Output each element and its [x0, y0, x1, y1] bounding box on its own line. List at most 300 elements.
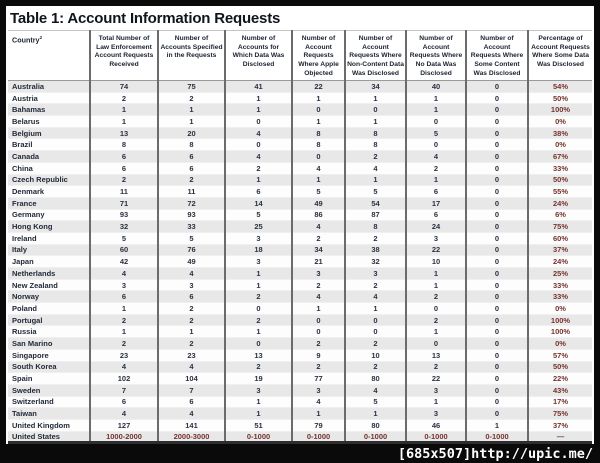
value-cell: 4 — [345, 162, 406, 174]
country-cell: China — [12, 163, 33, 173]
value-cell: 72 — [158, 197, 225, 209]
table-row — [8, 81, 592, 93]
country-cell: Singapore — [12, 350, 49, 360]
value-cell: 0 — [466, 162, 528, 174]
value-cell: 2 — [90, 338, 158, 350]
value-cell: 0-1000 — [466, 431, 528, 443]
value-cell: 0 — [225, 116, 292, 128]
value-cell: 0-1000 — [345, 431, 406, 443]
table-row — [8, 151, 592, 163]
value-cell: 3 — [225, 232, 292, 244]
value-cell: 0 — [466, 127, 528, 139]
value-cell: 77 — [292, 373, 345, 385]
value-cell: 37% — [528, 244, 592, 256]
value-cell: 1 — [292, 116, 345, 128]
country-cell: Austria — [12, 93, 38, 103]
table-row — [8, 419, 592, 431]
value-cell: 49 — [292, 197, 345, 209]
value-cell: 32 — [345, 256, 406, 268]
value-cell: 1 — [292, 408, 345, 420]
value-cell: 0 — [292, 326, 345, 338]
value-cell: 50% — [528, 174, 592, 186]
value-cell: 6 — [158, 162, 225, 174]
value-cell: 0 — [466, 244, 528, 256]
country-cell: Netherlands — [12, 268, 56, 278]
table-row — [8, 431, 592, 443]
value-cell: 11 — [158, 186, 225, 198]
value-cell: 60% — [528, 232, 592, 244]
value-cell: 22 — [406, 244, 466, 256]
value-cell: 0% — [528, 303, 592, 315]
value-cell: 2 — [406, 361, 466, 373]
value-cell: 24% — [528, 197, 592, 209]
value-cell: 57% — [528, 349, 592, 361]
value-cell: 5 — [406, 127, 466, 139]
value-cell: 4 — [292, 162, 345, 174]
value-cell: 0 — [466, 139, 528, 151]
value-cell: 37% — [528, 419, 592, 431]
value-cell: 2 — [158, 174, 225, 186]
value-cell: 75% — [528, 221, 592, 233]
value-cell: 1 — [158, 326, 225, 338]
value-cell: 9 — [292, 349, 345, 361]
value-cell: 1 — [90, 104, 158, 116]
value-cell: 6 — [90, 291, 158, 303]
value-cell: 2 — [90, 92, 158, 104]
value-cell: 93 — [90, 209, 158, 221]
value-cell: 2 — [292, 232, 345, 244]
value-cell: 54 — [345, 197, 406, 209]
value-cell: 1 — [225, 174, 292, 186]
value-cell: 33 — [158, 221, 225, 233]
country-cell: Portugal — [12, 315, 43, 325]
value-cell: 33% — [528, 279, 592, 291]
table-row — [8, 326, 592, 338]
country-cell: Brazil — [12, 140, 33, 150]
value-cell: 2 — [225, 314, 292, 326]
value-cell: 5 — [158, 232, 225, 244]
value-cell: 0 — [466, 408, 528, 420]
value-cell: 1 — [345, 303, 406, 315]
table-row — [8, 127, 592, 139]
table-row — [8, 349, 592, 361]
country-cell: Sweden — [12, 385, 41, 395]
country-cell: Australia — [12, 81, 45, 91]
value-cell: 0 — [466, 349, 528, 361]
value-cell: 1 — [158, 116, 225, 128]
value-cell: 4 — [158, 361, 225, 373]
table-row — [8, 209, 592, 221]
value-cell: 0 — [225, 303, 292, 315]
value-cell: 6 — [158, 291, 225, 303]
table-row — [8, 314, 592, 326]
value-cell: 25 — [225, 221, 292, 233]
column-header: Number of Account Requests Where Apple Objected — [292, 31, 345, 81]
value-cell: 86 — [292, 209, 345, 221]
country-cell: New Zealand — [12, 280, 58, 290]
value-cell: 21 — [292, 256, 345, 268]
watermark-text: [685x507]http://upic.me/ — [397, 446, 593, 462]
value-cell: 2 — [158, 338, 225, 350]
country-cell: United States — [12, 431, 60, 441]
value-cell: 19 — [225, 373, 292, 385]
value-cell: 0 — [466, 92, 528, 104]
value-cell: 38% — [528, 127, 592, 139]
value-cell: 8 — [345, 221, 406, 233]
table-row — [8, 256, 592, 268]
value-cell: 1 — [292, 303, 345, 315]
value-cell: 7 — [90, 384, 158, 396]
value-cell: 0-1000 — [292, 431, 345, 443]
value-cell: 55% — [528, 186, 592, 198]
value-cell: 1 — [345, 408, 406, 420]
value-cell: 1 — [225, 268, 292, 280]
value-cell: 2 — [292, 338, 345, 350]
value-cell: 50% — [528, 92, 592, 104]
value-cell: 1 — [345, 116, 406, 128]
value-cell: 0% — [528, 116, 592, 128]
country-cell: Italy — [12, 245, 28, 255]
value-cell: 0 — [345, 104, 406, 116]
value-cell: 34 — [345, 81, 406, 93]
value-cell: 8 — [158, 139, 225, 151]
value-cell: 6 — [90, 162, 158, 174]
value-cell: 74 — [90, 81, 158, 93]
value-cell: 46 — [406, 419, 466, 431]
country-cell: Belarus — [12, 116, 40, 126]
value-cell: 1 — [225, 104, 292, 116]
value-cell: 1 — [345, 92, 406, 104]
value-cell: 71 — [90, 197, 158, 209]
value-cell: 6 — [90, 396, 158, 408]
value-cell: 5 — [90, 232, 158, 244]
value-cell: 11 — [90, 186, 158, 198]
value-cell: 49 — [158, 256, 225, 268]
table-row — [8, 408, 592, 420]
value-cell: 1 — [466, 419, 528, 431]
value-cell: 13 — [406, 349, 466, 361]
value-cell: 5 — [292, 186, 345, 198]
value-cell: 2 — [345, 232, 406, 244]
value-cell: 75% — [528, 408, 592, 420]
country-cell: South Korea — [12, 362, 57, 372]
value-cell: 0 — [466, 373, 528, 385]
value-cell: 8 — [345, 127, 406, 139]
country-cell: Poland — [12, 303, 38, 313]
value-cell: 2 — [406, 314, 466, 326]
country-cell: Germany — [12, 210, 45, 220]
value-cell: 8 — [90, 139, 158, 151]
value-cell: 0 — [466, 361, 528, 373]
value-cell: 104 — [158, 373, 225, 385]
value-cell: 0-1000 — [406, 431, 466, 443]
value-cell: 2 — [225, 291, 292, 303]
value-cell: 1 — [406, 279, 466, 291]
table-row — [8, 361, 592, 373]
value-cell: 100% — [528, 104, 592, 116]
country-cell: Norway — [12, 292, 40, 302]
value-cell: 24 — [406, 221, 466, 233]
value-cell: 3 — [406, 232, 466, 244]
value-cell: 4 — [158, 408, 225, 420]
value-cell: 42 — [90, 256, 158, 268]
table-row — [8, 291, 592, 303]
value-cell: 87 — [345, 209, 406, 221]
value-cell: 79 — [292, 419, 345, 431]
value-cell: 18 — [225, 244, 292, 256]
value-cell: 10 — [406, 256, 466, 268]
value-cell: 51 — [225, 419, 292, 431]
country-cell: Taiwan — [12, 409, 37, 419]
value-cell: 40 — [406, 81, 466, 93]
value-cell: 0% — [528, 338, 592, 350]
column-header: Number of Account Requests Where No Data Was Disclosed — [406, 31, 466, 81]
value-cell: 0 — [345, 314, 406, 326]
value-cell: 6 — [225, 186, 292, 198]
value-cell: 0 — [466, 151, 528, 163]
value-cell: — — [528, 431, 592, 443]
value-cell: 1 — [225, 92, 292, 104]
value-cell: 1 — [292, 174, 345, 186]
value-cell: 80 — [345, 373, 406, 385]
value-cell: 0 — [345, 326, 406, 338]
value-cell: 2 — [158, 303, 225, 315]
value-cell: 0 — [466, 256, 528, 268]
country-cell: San Marino — [12, 338, 53, 348]
value-cell: 0 — [466, 209, 528, 221]
table-row — [8, 338, 592, 350]
value-cell: 1 — [225, 396, 292, 408]
value-cell: 32 — [90, 221, 158, 233]
table-row — [8, 92, 592, 104]
country-cell: Denmark — [12, 187, 45, 197]
value-cell: 1000-2000 — [90, 431, 158, 443]
value-cell: 0 — [466, 221, 528, 233]
value-cell: 0 — [292, 314, 345, 326]
value-cell: 23 — [158, 349, 225, 361]
value-cell: 3 — [225, 256, 292, 268]
value-cell: 1 — [90, 303, 158, 315]
value-cell: 141 — [158, 419, 225, 431]
value-cell: 0 — [406, 139, 466, 151]
value-cell: 0 — [466, 268, 528, 280]
value-cell: 7 — [158, 384, 225, 396]
value-cell: 0 — [292, 104, 345, 116]
country-cell: Belgium — [12, 128, 42, 138]
table-title: Table 1: Account Information Requests — [10, 10, 281, 27]
country-cell: Canada — [12, 151, 40, 161]
value-cell: 0 — [466, 186, 528, 198]
value-cell: 5 — [225, 209, 292, 221]
value-cell: 80 — [345, 419, 406, 431]
value-cell: 0 — [466, 232, 528, 244]
value-cell: 102 — [90, 373, 158, 385]
value-cell: 33% — [528, 162, 592, 174]
table-row — [8, 197, 592, 209]
value-cell: 100% — [528, 326, 592, 338]
country-cell: Russia — [12, 327, 37, 337]
value-cell: 0 — [225, 139, 292, 151]
value-cell: 14 — [225, 197, 292, 209]
value-cell: 75 — [158, 81, 225, 93]
country-cell: Czech Republic — [12, 175, 68, 185]
value-cell: 17% — [528, 396, 592, 408]
value-cell: 3 — [292, 268, 345, 280]
table-row — [8, 244, 592, 256]
value-cell: 8 — [292, 139, 345, 151]
value-cell: 2 — [292, 279, 345, 291]
value-cell: 23 — [90, 349, 158, 361]
value-cell: 1 — [406, 396, 466, 408]
value-cell: 3 — [225, 384, 292, 396]
value-cell: 0 — [466, 104, 528, 116]
value-cell: 1 — [90, 116, 158, 128]
value-cell: 4 — [292, 291, 345, 303]
value-cell: 0 — [466, 303, 528, 315]
report-page — [6, 6, 594, 444]
value-cell: 3 — [158, 279, 225, 291]
table-row — [8, 221, 592, 233]
country-cell: Bahamas — [12, 105, 46, 115]
column-header: Total Number of Law Enforcement Account Requests Received — [90, 31, 158, 81]
value-cell: 4 — [292, 221, 345, 233]
value-cell: 4 — [90, 408, 158, 420]
value-cell: 0 — [406, 116, 466, 128]
value-cell: 4 — [406, 151, 466, 163]
value-cell: 2 — [345, 151, 406, 163]
country-cell: Japan — [12, 257, 34, 267]
value-cell: 1 — [406, 104, 466, 116]
value-cell: 2 — [406, 162, 466, 174]
value-cell: 4 — [345, 291, 406, 303]
country-cell: Switzerland — [12, 397, 54, 407]
value-cell: 0 — [466, 396, 528, 408]
value-cell: 3 — [292, 384, 345, 396]
value-cell: 54% — [528, 81, 592, 93]
value-cell: 4 — [90, 268, 158, 280]
value-cell: 1 — [406, 92, 466, 104]
value-cell: 22 — [406, 373, 466, 385]
value-cell: 0 — [466, 81, 528, 93]
value-cell: 0 — [466, 384, 528, 396]
value-cell: 6 — [406, 209, 466, 221]
value-cell: 25% — [528, 268, 592, 280]
country-cell: Ireland — [12, 233, 37, 243]
value-cell: 1 — [292, 92, 345, 104]
value-cell: 0 — [466, 314, 528, 326]
table-row — [8, 396, 592, 408]
value-cell: 67% — [528, 151, 592, 163]
value-cell: 3 — [406, 408, 466, 420]
value-cell: 41 — [225, 81, 292, 93]
value-cell: 2 — [225, 361, 292, 373]
value-cell: 1 — [225, 408, 292, 420]
value-cell: 60 — [90, 244, 158, 256]
value-cell: 6% — [528, 209, 592, 221]
value-cell: 1 — [225, 326, 292, 338]
value-cell: 50% — [528, 361, 592, 373]
value-cell: 5 — [345, 186, 406, 198]
table-row — [8, 268, 592, 280]
value-cell: 2 — [406, 291, 466, 303]
value-cell: 0 — [466, 338, 528, 350]
table-row — [8, 279, 592, 291]
value-cell: 0-1000 — [225, 431, 292, 443]
value-cell: 93 — [158, 209, 225, 221]
value-cell: 22% — [528, 373, 592, 385]
value-cell: 2 — [158, 314, 225, 326]
column-header: Percentage of Account Requests Where Some Data Was Disclosed — [528, 31, 592, 81]
table-row — [8, 162, 592, 174]
table-body — [8, 81, 592, 443]
value-cell: 17 — [406, 197, 466, 209]
table-row — [8, 116, 592, 128]
value-cell: 2 — [225, 162, 292, 174]
value-cell: 1 — [225, 279, 292, 291]
value-cell: 0 — [292, 151, 345, 163]
value-cell: 6 — [158, 396, 225, 408]
value-cell: 38 — [345, 244, 406, 256]
value-cell: 24% — [528, 256, 592, 268]
value-cell: 0 — [466, 174, 528, 186]
table-row — [8, 104, 592, 116]
column-header: Country$^2$ — [12, 35, 43, 45]
value-cell: 2 — [90, 314, 158, 326]
value-cell: 13 — [225, 349, 292, 361]
value-cell: 4 — [225, 127, 292, 139]
value-cell: 2 — [90, 174, 158, 186]
value-cell: 3 — [345, 268, 406, 280]
table-row — [8, 384, 592, 396]
account-information-requests-table — [8, 30, 592, 444]
country-cell: Hong Kong — [12, 222, 53, 232]
value-cell: 76 — [158, 244, 225, 256]
table-header — [8, 31, 592, 81]
table-row — [8, 303, 592, 315]
country-cell: France — [12, 198, 37, 208]
table-row — [8, 186, 592, 198]
value-cell: 1 — [406, 174, 466, 186]
value-cell: 100% — [528, 314, 592, 326]
value-cell: 20 — [158, 127, 225, 139]
column-header: Number of Accounts Specified in the Requests — [158, 31, 225, 81]
value-cell: 0 — [406, 338, 466, 350]
value-cell: 4 — [225, 151, 292, 163]
value-cell: 0 — [466, 326, 528, 338]
value-cell: 2 — [292, 361, 345, 373]
value-cell: 0 — [225, 338, 292, 350]
value-cell: 10 — [345, 349, 406, 361]
value-cell: 4 — [292, 396, 345, 408]
value-cell: 127 — [90, 419, 158, 431]
value-cell: 8 — [345, 139, 406, 151]
column-header: Number of Accounts for Which Data Was Disclosed — [225, 31, 292, 81]
value-cell: 2 — [158, 92, 225, 104]
value-cell: 6 — [406, 186, 466, 198]
value-cell: 8 — [292, 127, 345, 139]
table-row — [8, 139, 592, 151]
value-cell: 1 — [345, 174, 406, 186]
table-row — [8, 174, 592, 186]
value-cell: 3 — [90, 279, 158, 291]
value-cell: 6 — [90, 151, 158, 163]
value-cell: 22 — [292, 81, 345, 93]
value-cell: 13 — [90, 127, 158, 139]
value-cell: 1 — [158, 104, 225, 116]
country-cell: Spain — [12, 374, 33, 384]
value-cell: 2 — [345, 338, 406, 350]
value-cell: 0 — [466, 279, 528, 291]
